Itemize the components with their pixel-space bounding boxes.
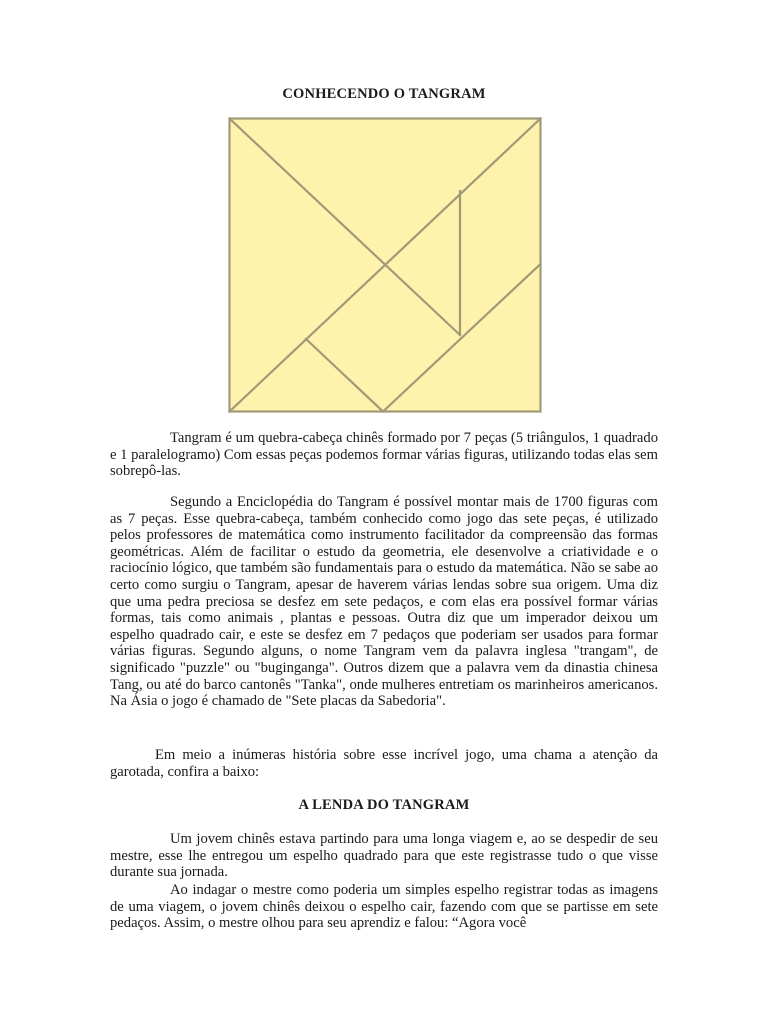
section-title: A LENDA DO TANGRAM bbox=[298, 797, 470, 813]
encyclopedia-paragraph: Segundo a Enciclopédia do Tangram é possível montar mais de 1700 figuras com as 7 peças. Esse quebra-cabeça, também conhecido como jogo das sete peças, é utilizado pelos professores de matemática como instrumento facilitador da compreensão das formas geométricas. Além de facilitar o estudo da geometria, ele desenvolve a criatividade e o raciocínio lógico, que também são fundamentais para o estudo da matemática. Não se sabe ao certo como surgiu o Tangram, apesar de haverem várias lendas sobre sua origem. Uma diz que uma pedra preciosa se desfez em sete pedaços, e com elas era possível formar várias formas, tais como animais , plantas e pessoas. Outra diz que um imperador deixou um espelho quadrado cair, e este se desfez em 7 pedaços que poderiam ser usados para formar várias figuras. Segundo alguns, o nome Tangram vem da palavra inglesa "trangam", de significado "puzzle" ou "buginganga". Outros dizem que a palavra vem da dinastia chinesa Tang, ou até do barco cantonês "Tanka", onde mulheres entretiam os marinheiros americanos. Na Ásia o jogo é chamado de "Sete placas da Sabedoria". bbox=[110, 494, 658, 710]
legend-paragraph-1: Um jovem chinês estava partindo para uma longa viagem e, ao se despedir de seu mestre, esse lhe entregou um espelho quadrado para que este registrasse tudo o que visse durante sua jornada. bbox=[110, 831, 658, 881]
intro-paragraph: Tangram é um quebra-cabeça chinês formado por 7 peças (5 triângulos, 1 quadrado e 1 paralelogramo) Com essas peças podemos formar várias figuras, utilizando todas elas sem sobrepô-las. bbox=[110, 430, 658, 480]
legend-paragraph-2: Ao indagar o mestre como poderia um simples espelho registrar todas as imagens de uma viagem, o jovem chinês deixou o espelho cair, fazendo com que se partisse em sete pedaços. Assim, o mestre olhou para seu aprendiz e falou: “Agora você bbox=[110, 882, 658, 932]
tangram-svg bbox=[228, 117, 542, 413]
transition-paragraph: Em meio a inúmeras história sobre esse incrível jogo, uma chama a atenção da garotada, confira a baixo: bbox=[110, 747, 658, 780]
tangram-figure bbox=[228, 117, 542, 413]
page-title: CONHECENDO O TANGRAM bbox=[282, 86, 486, 102]
